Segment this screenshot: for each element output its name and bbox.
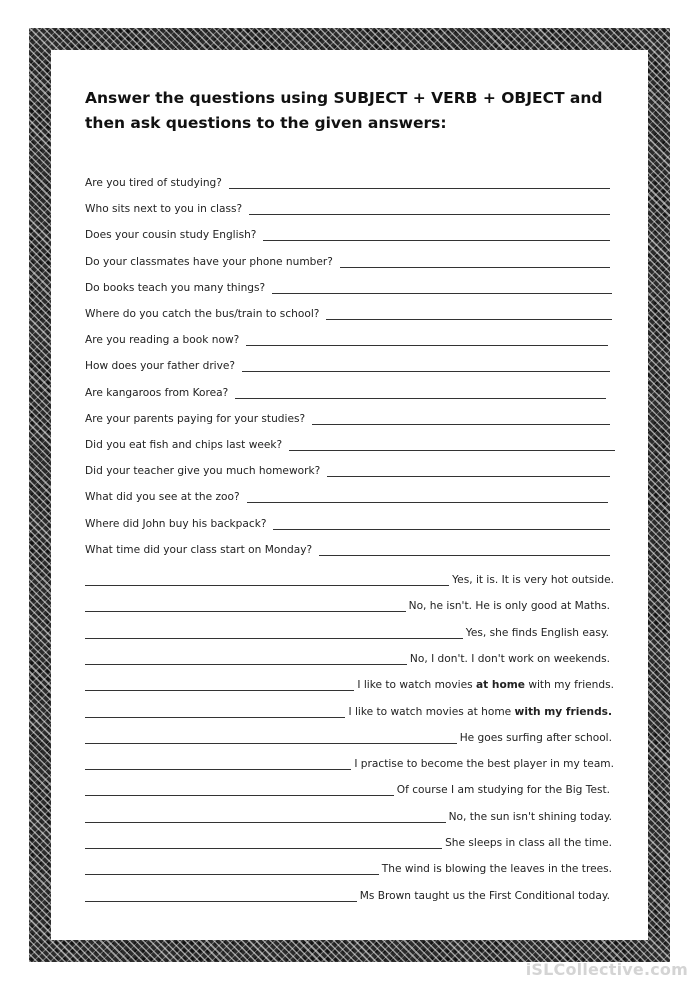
question-blank[interactable] xyxy=(85,626,463,639)
answer-row xyxy=(85,594,610,612)
site-watermark: iSLCollective.com xyxy=(525,960,688,979)
question-text: Does your cousin study English? xyxy=(85,229,257,242)
answer-blank[interactable] xyxy=(229,176,610,189)
question-blank[interactable] xyxy=(85,836,442,849)
question-text: Do your classmates have your phone number? xyxy=(85,255,333,268)
given-answer xyxy=(445,837,612,849)
question-text: Are you reading a book now? xyxy=(85,334,240,347)
question-text: Where did John buy his backpack? xyxy=(85,517,267,530)
question-blank[interactable] xyxy=(85,810,446,823)
question-text: Do books teach you many things? xyxy=(85,281,266,294)
question-row xyxy=(85,381,606,399)
answer-row xyxy=(85,778,610,796)
given-answer xyxy=(410,653,610,665)
answer-text: No, I don't. I don't work on weekends. xyxy=(409,652,610,665)
answer-row xyxy=(85,831,612,849)
answer-emphasis: at home xyxy=(476,679,525,692)
answer-row xyxy=(85,752,614,770)
answer-row xyxy=(85,857,612,875)
answer-text: Of course I am studying for the Big Test. xyxy=(396,784,610,797)
answer-blank[interactable] xyxy=(272,281,612,294)
given-answer xyxy=(397,784,610,796)
question-row xyxy=(85,223,610,241)
answer-row xyxy=(85,568,614,586)
answer-text: The wind is blowing the leaves in the trees. xyxy=(381,863,612,876)
question-row xyxy=(85,512,610,530)
question-text: How does your father drive? xyxy=(85,360,236,373)
given-answer xyxy=(382,863,612,875)
answer-text: I like to watch movies at home xyxy=(348,705,515,718)
question-text: Where do you catch the bus/train to school? xyxy=(85,308,320,320)
question-text: Are you tired of studying? xyxy=(85,177,222,189)
question-text: Did you eat fish and chips last week? xyxy=(85,439,283,451)
answer-row xyxy=(85,726,612,744)
answer-row xyxy=(85,700,612,718)
answer-text: He goes surfing after school. xyxy=(459,731,612,744)
answer-row xyxy=(85,805,612,823)
answer-blank[interactable] xyxy=(340,255,610,268)
question-row xyxy=(85,433,615,451)
given-answer xyxy=(449,811,612,823)
question-text: Did your teacher give you much homework? xyxy=(85,465,321,478)
given-answer xyxy=(409,600,610,612)
question-blank[interactable] xyxy=(85,731,457,744)
question-text: Who sits next to you in class? xyxy=(85,203,243,216)
answer-text: Ms Brown taught us the First Conditional today. xyxy=(359,889,610,902)
answer-text: Yes, she finds English easy. xyxy=(465,626,609,639)
question-row xyxy=(85,171,610,189)
question-blank[interactable] xyxy=(85,889,357,902)
answer-row xyxy=(85,884,610,902)
question-blank[interactable] xyxy=(85,862,379,875)
answer-text: No, he isn't. He is only good at Maths. xyxy=(408,600,610,613)
answer-row xyxy=(85,647,610,665)
question-blank[interactable] xyxy=(85,678,354,691)
question-row xyxy=(85,302,612,320)
answer-text-tail: with my friends. xyxy=(524,679,614,692)
answer-blank[interactable] xyxy=(327,464,610,477)
given-answer xyxy=(452,574,614,586)
answer-emphasis: with my friends. xyxy=(514,705,612,718)
question-row xyxy=(85,407,610,425)
question-row xyxy=(85,485,608,503)
worksheet-heading: Answer the questions using SUBJECT + VERB + OBJECT and then ask questions to the given answers: xyxy=(85,89,603,132)
answer-row xyxy=(85,621,609,639)
answer-text: She sleeps in class all the time. xyxy=(445,837,612,849)
question-row xyxy=(85,328,608,346)
question-row xyxy=(85,459,610,477)
question-row xyxy=(85,250,610,268)
answer-text: I practise to become the best player in my team. xyxy=(354,758,614,771)
answer-row xyxy=(85,673,614,691)
answer-text: Yes, it is. It is very hot outside. xyxy=(452,574,614,586)
question-row xyxy=(85,538,610,556)
question-blank[interactable] xyxy=(85,757,351,770)
answer-blank[interactable] xyxy=(319,543,610,556)
given-answer xyxy=(348,706,612,718)
answer-blank[interactable] xyxy=(235,386,606,399)
question-text: Are kangaroos from Korea? xyxy=(85,386,229,399)
question-text: What did you see at the zoo? xyxy=(85,491,240,504)
given-answer xyxy=(354,758,614,770)
answer-blank[interactable] xyxy=(263,228,610,241)
answer-blank[interactable] xyxy=(247,490,608,503)
question-blank[interactable] xyxy=(85,652,407,665)
answer-blank[interactable] xyxy=(242,359,610,372)
given-answer xyxy=(360,890,610,902)
answer-blank[interactable] xyxy=(249,202,610,215)
question-row xyxy=(85,354,610,372)
given-answer xyxy=(460,732,612,744)
given-answer xyxy=(357,679,614,691)
question-row xyxy=(85,197,610,215)
question-row xyxy=(85,276,612,294)
question-blank[interactable] xyxy=(85,783,394,796)
answer-blank[interactable] xyxy=(246,333,608,346)
question-text: What time did your class start on Monday? xyxy=(85,543,313,556)
question-text: Are your parents paying for your studies? xyxy=(85,412,306,425)
given-answer xyxy=(466,627,609,639)
answer-blank[interactable] xyxy=(273,517,610,530)
question-blank[interactable] xyxy=(85,573,449,586)
question-blank[interactable] xyxy=(85,599,406,612)
answer-blank[interactable] xyxy=(326,307,612,320)
question-blank[interactable] xyxy=(85,705,345,718)
answer-text: I like to watch movies xyxy=(357,679,476,692)
answer-blank[interactable] xyxy=(312,412,610,425)
answer-text: No, the sun isn't shining today. xyxy=(448,810,612,823)
answer-blank[interactable] xyxy=(289,438,615,451)
